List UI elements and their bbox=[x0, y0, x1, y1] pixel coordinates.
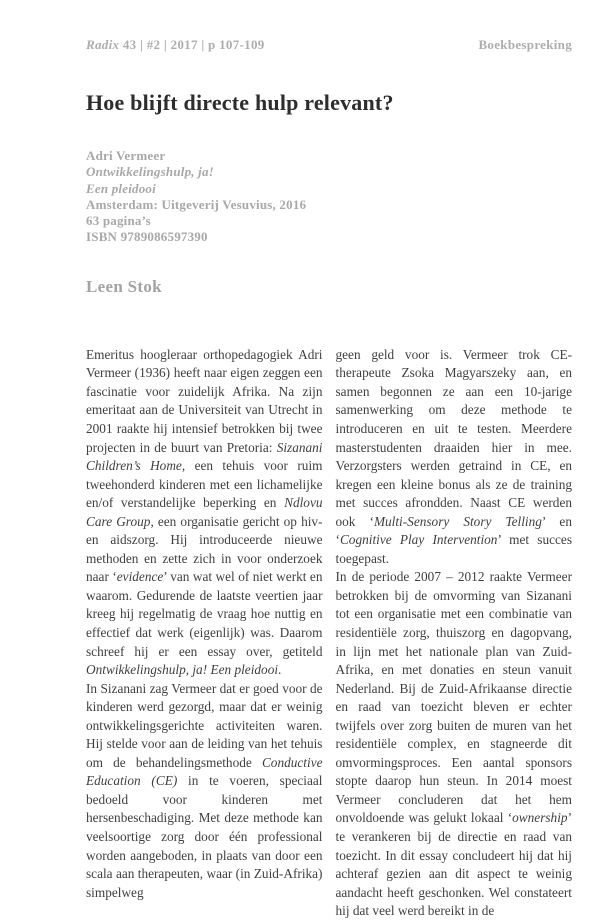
journal-name: Radix bbox=[86, 37, 120, 52]
book-author: Adri Vermeer bbox=[86, 148, 166, 163]
book-info bbox=[86, 148, 572, 246]
paragraph: Emeritus hoogleraar orthopedagogiek Adri Vermeer (1936) heeft naar eigen zeggen een fascinatie voor zuidelijk Afrika. Na zijn emeritaat aan de Universiteit van Utrecht in 2001 raakte hij intensief betrokken bij twee projecten in de buurt van Pretoria: Sizanani Children’s Home, een tehuis voor ruim tweehonderd kinderen met een lichamelijke en/of verstandelijke beperking en Ndlovu Care Group, een organisatie gericht op hiv- en aidszorg. Hij introduceerde nieuwe methoden en zette zich in voor onderzoek naar ‘evidence’ van wat wel of niet werkt en waarom. Gedurende de laatste veertien jaar kreeg hij regelmatig de vraag hoe nuttig en effectief dat werk (eigenlijk) was. Daarom schreef hij er een essay over, getiteld Ontwikkelingshulp, ja! Een pleidooi. bbox=[86, 346, 323, 678]
review-body bbox=[86, 346, 572, 921]
book-title-line-2: Een pleidooi bbox=[86, 180, 156, 196]
page-header bbox=[86, 37, 572, 53]
section-label: Boekbespreking bbox=[478, 37, 572, 52]
book-title-line-1: Ontwikkelingshulp, ja! bbox=[86, 164, 214, 180]
journal-reference bbox=[86, 37, 265, 53]
body-column-left bbox=[86, 346, 323, 921]
article-title: Hoe blijft directe hulp relevant? bbox=[86, 90, 394, 115]
reviewer-name: Leen Stok bbox=[86, 276, 162, 296]
book-isbn: ISBN 9789086597390 bbox=[86, 229, 208, 245]
paragraph: In de periode 2007 – 2012 raakte Vermeer betrokken bij de omvorming van Sizanani tot een organisatie met een combinatie van residentiële zorg, thuiszorg en dagopvang, in lijn met het nationale plan van Zuid-Afrika, en met donaties en steun vanuit Nederland. Bij de Zuid-Afrikaanse directie en raad van toezicht bleven er echter twijfels over zorg buiten de muren van het residentiële complex, en stagneerde dit omvormingsproces. Een aantal sponsors stopte daarop hun steun. In 2014 moest Vermeer concluderen dat het hem onvoldoende was gelukt lokaal ‘ownership’ te verankeren bij de directie en raad van toezicht. In dit essay concludeert hij dat hij achteraf gezien aan dit aspect te weinig aandacht heeft geschonken. Wel constateert hij dat veel werd bereikt in de bbox=[335, 569, 572, 919]
book-page-count: 63 pagina’s bbox=[86, 213, 151, 229]
paragraph: In Sizanani zag Vermeer dat er goed voor de kinderen werd gezorgd, maar dat er weinig ontwikkelingsgerichte activiteiten waren. Hij stelde voor aan de leiding van het tehuis om de behandelingsmethode Conductive Education (CE) in te voeren, speciaal bedoeld voor kinderen met hersenbeschadiging. Met deze methode kan veelsoortige zorg door één professional worden aangeboden, in plaats van door een scala aan therapeuten, waar (in Zuid-Afrika) simpelweg bbox=[86, 680, 323, 900]
journal-issue: 43 | #2 | 2017 | p 107-109 bbox=[119, 37, 265, 52]
book-publisher: Amsterdam: Uitgeverij Vesuvius, 2016 bbox=[86, 196, 307, 212]
body-column-right bbox=[336, 346, 573, 921]
paragraph: geen geld voor is. Vermeer trok CE-therapeute Zsoka Magyarszeky aan, en samen begonnen ze aan een 10-jarige samenwerking om deze methode te introduceren en uit te testen. Meerdere masterstudenten draaiden hier in mee. Verzorgsters werden getraind in CE, en kregen een kleine bonus als ze de training met succes afrondden. Naast CE werden ook ‘Multi-Sensory Story Telling’ en ‘Cognitive Play Intervention’ met succes toegepast. bbox=[335, 346, 572, 566]
